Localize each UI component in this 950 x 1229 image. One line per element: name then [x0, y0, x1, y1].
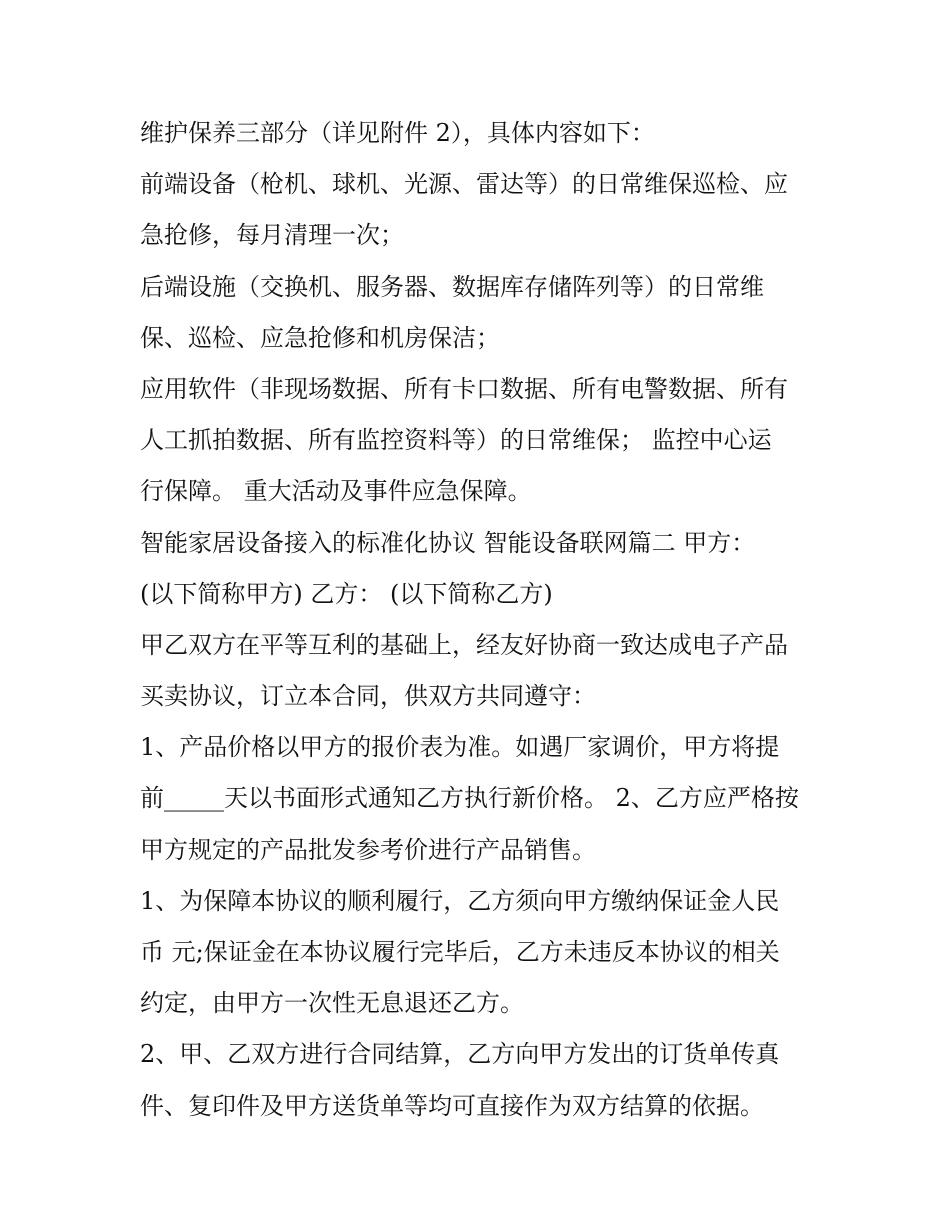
text-line: 行保障。 重大活动及事件应急保障。	[140, 477, 532, 506]
text-line: 保、巡检、应急抢修和机房保洁；	[140, 323, 500, 352]
text-line: 约定，由甲方一次性无息退还乙方。	[140, 989, 524, 1018]
text-line: 应用软件（非现场数据、所有卡口数据、所有电警数据、所有	[140, 374, 788, 403]
text-line: 人工抓拍数据、所有监控资料等）的日常维保； 监控中心运	[140, 426, 772, 455]
text-line: 2、甲、乙双方进行合同结算，乙方向甲方发出的订货单传真	[140, 1040, 780, 1069]
section-heading-line: 智能家居设备接入的标准化协议 智能设备联网篇二 甲方：	[140, 528, 756, 557]
text-line: 急抢修，每月清理一次；	[140, 221, 404, 250]
text-line: 甲乙双方在平等互利的基础上，经友好协商一致达成电子产品	[140, 630, 788, 659]
text-line: 1、为保障本协议的顺利履行，乙方须向甲方缴纳保证金人民	[140, 886, 780, 915]
text-line: 维护保养三部分（详见附件 2），具体内容如下：	[140, 119, 655, 147]
text-line: 甲方规定的产品批发参考价进行产品销售。	[140, 835, 596, 864]
text-line: 前端设备（枪机、球机、光源、雷达等）的日常维保巡检、应	[140, 170, 788, 199]
text-line: (以下简称甲方) 乙方： (以下简称乙方)	[140, 579, 553, 608]
text-line: 1、产品价格以甲方的报价表为准。如遇厂家调价，甲方将提	[140, 733, 780, 762]
document-page	[140, 108, 840, 1132]
text-line: 买卖协议，订立本合同，供双方共同遵守：	[140, 682, 596, 711]
text-line: 件、复印件及甲方送货单等均可直接作为双方结算的依据。	[140, 1091, 764, 1120]
text-line: 后端设施（交换机、服务器、数据库存储阵列等）的日常维	[140, 272, 764, 301]
text-line: 前_____天以书面形式通知乙方执行新价格。 2、乙方应严格按	[140, 784, 799, 813]
text-line: 币 元;保证金在本协议履行完毕后，乙方未违反本协议的相关	[140, 938, 780, 966]
